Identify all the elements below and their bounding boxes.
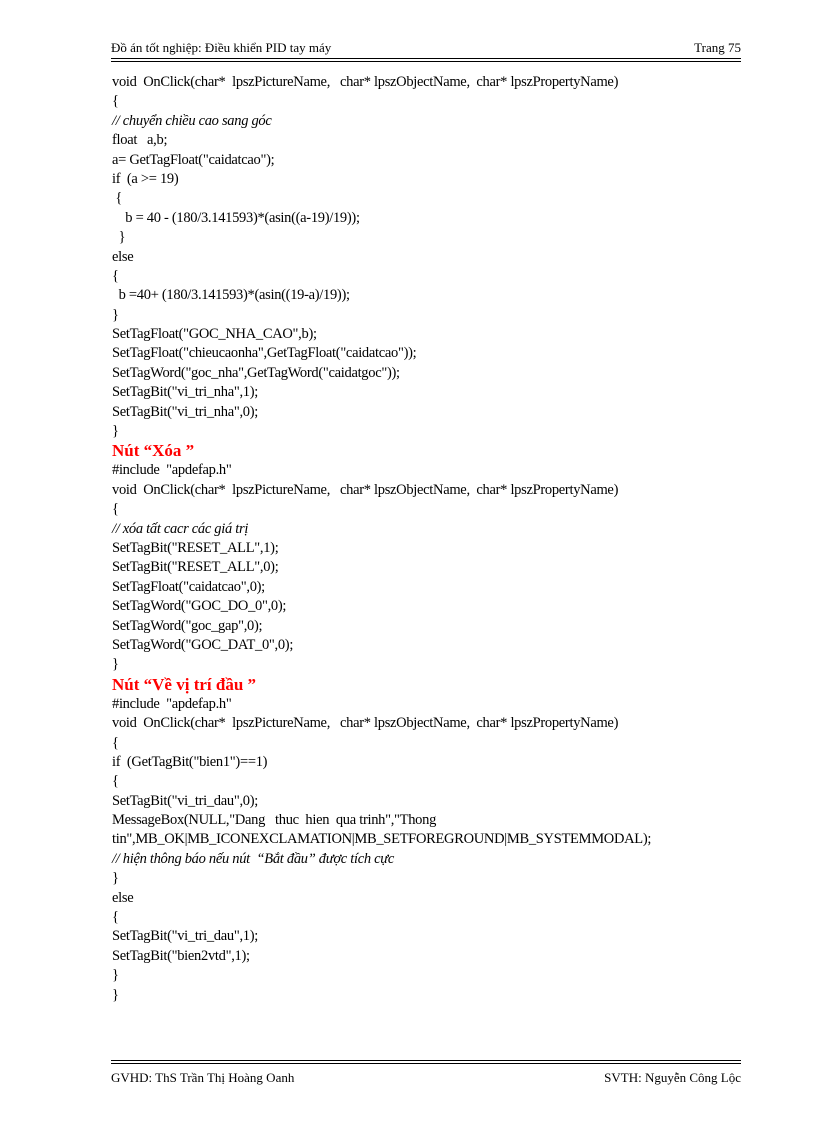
code-line: }	[112, 870, 119, 887]
code-line: }	[112, 967, 119, 984]
code-line: {	[112, 773, 119, 790]
code-line: SetTagBit("RESET_ALL",1);	[112, 539, 279, 556]
page-header	[111, 38, 741, 62]
code-line: void OnClick(char* lpszPictureName, char* lpszObjectName, char* lpszPropertyName)	[112, 715, 619, 732]
code-line: {	[112, 501, 119, 518]
code-line: SetTagBit("vi_tri_nha",0);	[112, 403, 258, 420]
code-comment: // xóa tất cacr các giá trị	[112, 520, 249, 537]
code-line: {	[112, 909, 119, 926]
code-line: SetTagBit("vi_tri_dau",1);	[112, 928, 258, 945]
code-line: SetTagWord("goc_gap",0);	[112, 617, 263, 634]
code-line: SetTagFloat("GOC_NHA_CAO",b);	[112, 326, 317, 343]
code-listing	[112, 73, 752, 1005]
footer-student: SVTH: Nguyễn Công Lộc	[604, 1070, 741, 1085]
code-line: else	[112, 889, 134, 906]
code-line: {	[112, 734, 119, 751]
code-line: }	[112, 423, 119, 440]
code-line: else	[112, 248, 134, 265]
code-line: if (GetTagBit("bien1")==1)	[112, 753, 268, 770]
code-line: SetTagBit("vi_tri_nha",1);	[112, 384, 258, 401]
header-title: Đồ án tốt nghiệp: Điều khiển PID tay máy	[111, 40, 332, 55]
code-line: SetTagBit("RESET_ALL",0);	[112, 559, 279, 576]
code-comment: // chuyển chiều cao sang góc	[112, 112, 272, 129]
page-footer	[111, 1060, 741, 1086]
code-line: SetTagBit("vi_tri_dau",0);	[112, 792, 258, 809]
code-line: SetTagWord("GOC_DO_0",0);	[112, 598, 287, 615]
code-line: b =40+ (180/3.141593)*(asin((19-a)/19));	[112, 287, 350, 304]
code-line: MessageBox(NULL,"Dang thuc hien qua trinh","Thong	[112, 812, 437, 829]
code-line: #include "apdefap.h"	[112, 695, 232, 712]
code-line: }	[112, 229, 126, 246]
page-number: Trang 75	[694, 40, 741, 55]
code-line: float a,b;	[112, 132, 168, 149]
code-line: {	[112, 93, 119, 110]
code-line: b = 40 - (180/3.141593)*(asin((a-19)/19));	[112, 209, 360, 226]
code-line: {	[112, 267, 119, 284]
code-line: SetTagFloat("chieucaonha",GetTagFloat("caidatcao"));	[112, 345, 417, 362]
code-line: SetTagWord("goc_nha",GetTagWord("caidatgoc"));	[112, 364, 400, 381]
code-line: void OnClick(char* lpszPictureName, char* lpszObjectName, char* lpszPropertyName)	[112, 481, 619, 498]
section-heading: Nút “Về vị trí đầu ”	[112, 674, 257, 694]
code-line: void OnClick(char* lpszPictureName, char* lpszObjectName, char* lpszPropertyName)	[112, 74, 619, 90]
code-line: }	[112, 656, 119, 673]
code-line: a= GetTagFloat("caidatcao");	[112, 151, 275, 168]
code-line: }	[112, 306, 119, 323]
code-line: SetTagWord("GOC_DAT_0",0);	[112, 636, 294, 653]
code-comment: // hiện thông báo nếu nút “Bắt đầu” được tích cực	[112, 850, 395, 867]
code-line: if (a >= 19)	[112, 170, 179, 187]
code-line: #include "apdefap.h"	[112, 462, 232, 479]
code-line: SetTagFloat("caidatcao",0);	[112, 578, 265, 595]
footer-supervisor: GVHD: ThS Trần Thị Hoàng Oanh	[111, 1070, 295, 1085]
code-line: }	[112, 986, 119, 1003]
section-heading: Nút “Xóa ”	[112, 441, 195, 461]
code-line: tin",MB_OK|MB_ICONEXCLAMATION|MB_SETFOREGROUND|MB_SYSTEMMODAL);	[112, 831, 652, 848]
code-line: {	[112, 190, 122, 207]
code-line: SetTagBit("bien2vtd",1);	[112, 947, 250, 964]
